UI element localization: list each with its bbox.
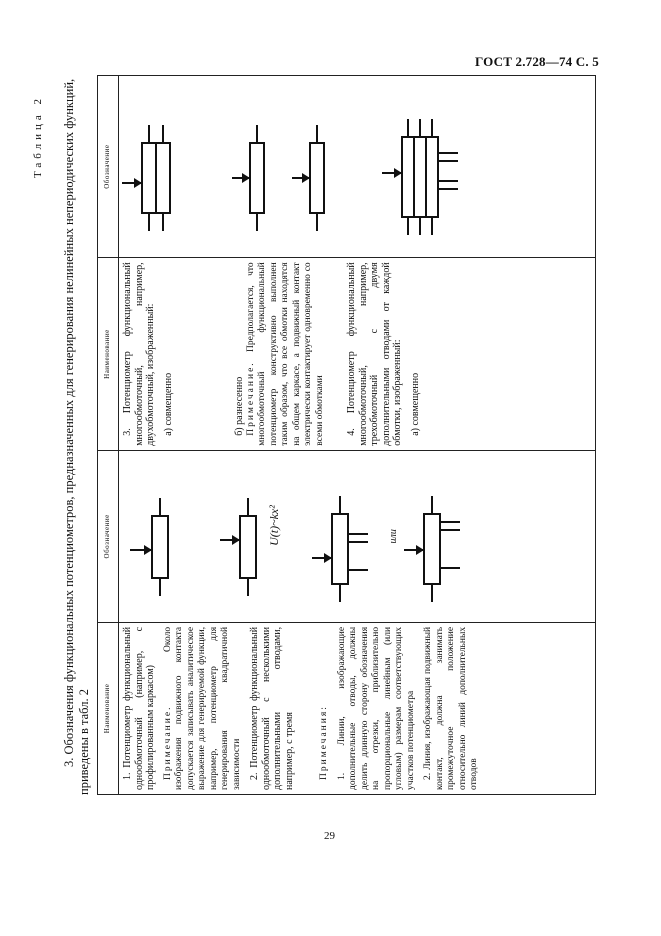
symbol-potentiometer-taps-b <box>402 455 482 618</box>
symbol-potentiometer-formula <box>214 455 306 618</box>
symbol-three-winding <box>382 80 532 253</box>
three-winding-icon <box>382 93 532 253</box>
col-header-name-1: Наименование <box>98 622 119 794</box>
symbol-multi-winding-combined <box>122 80 232 253</box>
symbol-potentiometer-taps-a <box>306 455 386 618</box>
page-number: 29 <box>324 830 335 842</box>
dual-winding-combined-icon <box>122 93 232 253</box>
note-1 <box>163 627 244 790</box>
formula-text: U(t)~kx² <box>267 505 281 546</box>
item-3b-text: б) разнесенно <box>234 376 245 436</box>
item-3-text: 3. Потенциометр функциональный многообмоточный, например, двухобмоточный, изображенный: <box>122 262 156 446</box>
col-header-designation-1: Обозначение <box>98 450 119 622</box>
symbol-multi-winding-separated <box>232 80 382 253</box>
potentiometer-taps-alt-icon <box>402 468 482 618</box>
left-names-cell <box>119 622 596 794</box>
table-label: Таблица 2 <box>32 95 44 179</box>
symbol-potentiometer-1 <box>122 455 214 618</box>
potentiometer-1-icon <box>122 468 214 618</box>
item-4a-text: а) совмещенно <box>409 372 421 436</box>
note-1-text: Около изображения подвижного контакта допускается записывать аналитическое выражение для генерируемой функции, например, потенциометр для генерирования квадратичной зависимости <box>162 626 242 790</box>
item-4-text: 4. Потенциометр функциональный многообмоточный, например, трехобмоточный с двумя дополнительными отводами от каждой обмотки, изображенный: <box>346 262 403 446</box>
page-header: ГОСТ 2.728—74 С. 5 <box>474 54 599 69</box>
potentiometer-formula-icon <box>214 468 306 618</box>
intro-text: 3. Обозначения функциональных потенциометров, предназначенных для генерирования нелинейных непериодических функций, приведены в табл. 2 <box>62 78 91 795</box>
col-header-designation-2: Обозначение <box>98 76 119 258</box>
note-b: 2. Линия, изображающая подвижный контакт, должна занимать промежуточное положение относительно линий дополнительных отводов <box>423 626 479 790</box>
potentiometer-taps-icon <box>306 468 386 618</box>
table-2 <box>97 75 596 795</box>
col-header-name-2: Наименование <box>98 258 119 450</box>
notes-head: Примечания: <box>319 705 329 780</box>
item-3a-text: а) совмещенно <box>162 372 174 436</box>
right-designations-cell <box>119 76 596 258</box>
right-names-cell <box>119 258 596 450</box>
item-2-text: 2. Потенциометр функциональный однообмоточный с несколькими дополнительными отводами, например, с тремя <box>249 626 295 790</box>
note-3: Примечание. Предполагается, что многообмоточный функциональный потенциометр конструктивно выполнен таким образом, что все обмотки находятся на общем каркасе, а подвижный контакт электрически контактирует одновременно со всеми обмотками <box>245 262 325 446</box>
rotated-page-content <box>32 75 600 795</box>
item-1-text: 1. Потенциометр функциональный однообмоточный (например, с профилированным каркасом) <box>122 626 156 790</box>
dual-winding-separated-icon <box>232 93 382 253</box>
note-a: 1. Линии, изображающие дополнительные отводы, должны делить длинную сторону обозначения на отрезки, приблизительно пропорциональные линейным (или угловым) размерам соответствующих участков потенциометра <box>336 626 416 790</box>
note-1-head: Примечание. <box>162 705 173 780</box>
ili-text: или <box>388 529 399 544</box>
left-designations-cell <box>119 450 596 622</box>
